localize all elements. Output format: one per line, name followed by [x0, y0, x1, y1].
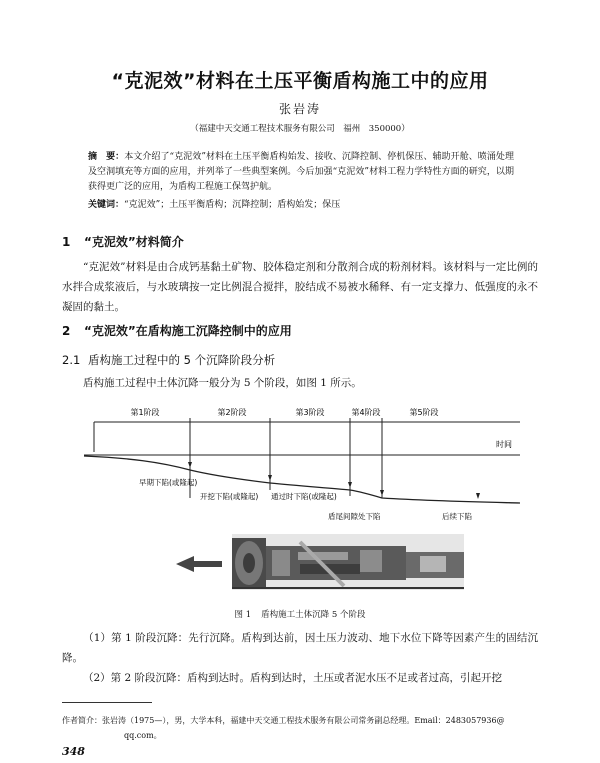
stage-label-3: 第3阶段	[295, 408, 325, 417]
figure-1-number: 图 1	[234, 610, 252, 620]
footnote-line-2: qq.com。	[124, 731, 162, 740]
paragraph-stage-2	[62, 668, 538, 688]
annotation-early-settlement: 早期下陷(或隆起)	[139, 478, 198, 487]
author-affiliation: （福建中天交通工程技术服务有限公司 福州 350000）	[190, 124, 410, 134]
author-footnote	[62, 713, 538, 743]
paper-title: “克泥效”材料在土压平衡盾构施工中的应用	[111, 70, 489, 92]
section-2-1-intro	[62, 373, 538, 393]
tunneling-direction-arrow	[176, 556, 222, 572]
arrow-marker-3	[348, 482, 352, 488]
arrow-marker-4	[380, 490, 384, 496]
arrow-marker-1	[188, 462, 192, 468]
section-1-heading	[62, 233, 184, 250]
figure-1-caption	[0, 608, 600, 620]
paragraph-stage-2-text: （2）第 2 阶段沉降：盾构到达时。盾构到达时，土压或者泥水压不足或者过高，引起开挖	[83, 672, 503, 684]
stage-label-1: 第1阶段	[130, 408, 160, 417]
abstract	[88, 150, 514, 195]
section-2-1-intro-text: 盾构施工过程中土体沉降一般分为 5 个阶段，如图 1 所示。	[83, 377, 362, 389]
keywords-text: “克泥效”；土压平衡盾构；沉降控制；盾构始发；保压	[124, 200, 341, 210]
footnote-divider	[62, 702, 152, 703]
keywords	[88, 197, 514, 210]
section-2-title: “克泥效”在盾构施工沉降控制中的应用	[84, 324, 292, 338]
abstract-text: 本文介绍了“克泥效”材料在土压平衡盾构始发、接收、沉降控制、停机保压、辅助开舱、喷涌处理及空洞填充等方面的应用，并列举了一些典型案例。今后加强“克泥效”材料工程力学特性方面的研究，以期获得更广泛的应用，为盾构工程施工保驾护航。	[88, 152, 514, 192]
section-1-text: “克泥效”材料是由合成钙基黏土矿物、胶体稳定剂和分散剂合成的粉剂材料。该材料与一定比例的水拌合成浆液后，与水玻璃按一定比例混合搅拌，胶结成不易被水稀释、有一定支撑力、低强度的永不凝固的黏土。	[62, 261, 538, 313]
section-1-number: 1	[62, 235, 71, 249]
keywords-label: 关键词：	[88, 200, 125, 210]
annotation-passing-settlement: 通过时下陷(或隆起)	[271, 492, 337, 501]
abstract-label: 摘 要：	[88, 152, 125, 162]
section-1-paragraph	[62, 257, 538, 317]
stage-label-5: 第5阶段	[409, 408, 439, 417]
section-2-1-number: 2.1	[62, 353, 81, 367]
annotation-excavation-settlement: 开挖下陷(或隆起)	[200, 492, 259, 501]
section-2-heading	[62, 322, 292, 339]
section-2-1-heading	[62, 352, 275, 368]
author-name: 张岩涛	[278, 102, 321, 116]
section-2-number: 2	[62, 324, 71, 338]
stage-label-4: 第4阶段	[351, 408, 381, 417]
figure-1-caption-text: 盾构施工土体沉降 5 个阶段	[261, 610, 366, 620]
arrow-marker-5	[476, 493, 480, 499]
page-number: 348	[62, 745, 85, 758]
paragraph-stage-1-text: （1）第 1 阶段沉降：先行沉降。盾构到达前，因土压力波动、地下水位下降等因素产生的固结沉降。	[62, 632, 538, 664]
time-axis-label: 时间	[496, 440, 512, 449]
paragraph-stage-1	[62, 628, 538, 668]
footnote-line-1: 作者简介：张岩涛（1975—），男，大学本科，福建中天交通工程技术服务有限公司常务副总经理。Email：2483057936@	[62, 716, 505, 725]
stage-label-2: 第2阶段	[217, 408, 247, 417]
figure-1-settlement-diagram	[0, 400, 600, 606]
annotation-subsequent-settlement: 后续下陷	[442, 512, 472, 521]
section-1-title: “克泥效”材料简介	[84, 235, 184, 249]
section-2-1-title: 盾构施工过程中的 5 个沉降阶段分析	[88, 353, 276, 367]
arrow-marker-2	[268, 475, 272, 481]
shield-machine-image	[232, 534, 464, 590]
annotation-tail-gap-settlement: 盾尾间隙处下陷	[328, 512, 381, 521]
